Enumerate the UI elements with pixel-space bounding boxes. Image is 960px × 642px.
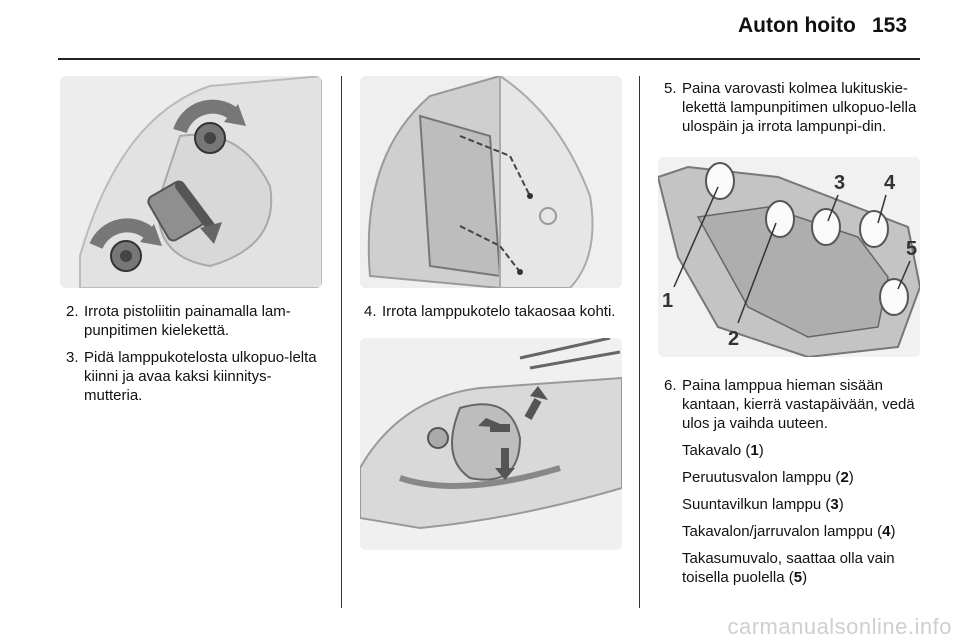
- illustration-connector-nuts: [60, 76, 322, 288]
- callout-5: 5: [906, 238, 918, 260]
- bulb-item: Takasumuvalo, saattaa olla vain toisella puolella (5): [682, 550, 895, 586]
- header-rule: [58, 58, 920, 60]
- illustration-remove-housing: [360, 338, 622, 550]
- illustration-lamp-housing-panel: [360, 76, 622, 288]
- column3-step5: [664, 79, 932, 144]
- column-divider: [341, 76, 342, 608]
- step-2: 2. Irrota pistoliitin painamalla lam-punpitimen kielekettä.: [66, 303, 291, 339]
- bulb-item: Takavalo (1): [682, 442, 764, 459]
- column3-step6: [664, 376, 932, 595]
- step-4: 4. Irrota lamppukotelo takaosaa kohti.: [364, 303, 616, 320]
- bulb-item: Takavalon/jarruvalon lamppu (4): [682, 523, 896, 540]
- page-section-title: Auton hoito: [738, 14, 856, 37]
- callout-1: 1: [662, 290, 674, 312]
- step-6: 6. Paina lamppua hieman sisään kantaan, kierrä vastapäivään, vedä ulos ja vaihda uuteen.: [664, 377, 915, 432]
- column2-text: [364, 302, 626, 329]
- callout-2: 2: [728, 328, 740, 350]
- column1-text: [66, 302, 328, 413]
- bulb-item: Suuntavilkun lamppu (3): [682, 496, 844, 513]
- step-3: 3. Pidä lamppukotelosta ulkopuo-lelta kiinni ja avaa kaksi kiinnitys-mutteria.: [66, 349, 317, 404]
- callout-4: 4: [884, 172, 896, 194]
- watermark: carmanualsonline.info: [727, 614, 952, 639]
- page-number: 153: [872, 14, 908, 37]
- column-divider: [639, 76, 640, 608]
- bulb-item: Peruutusvalon lamppu (2): [682, 469, 854, 486]
- illustration-bulb-holder: [658, 157, 920, 357]
- callout-3: 3: [834, 172, 846, 194]
- step-5: 5. Paina varovasti kolmea lukituskie-lekettä lampunpitimen ulkopuo-lella ulospäin ja irrota lampunpi-din.: [664, 80, 917, 135]
